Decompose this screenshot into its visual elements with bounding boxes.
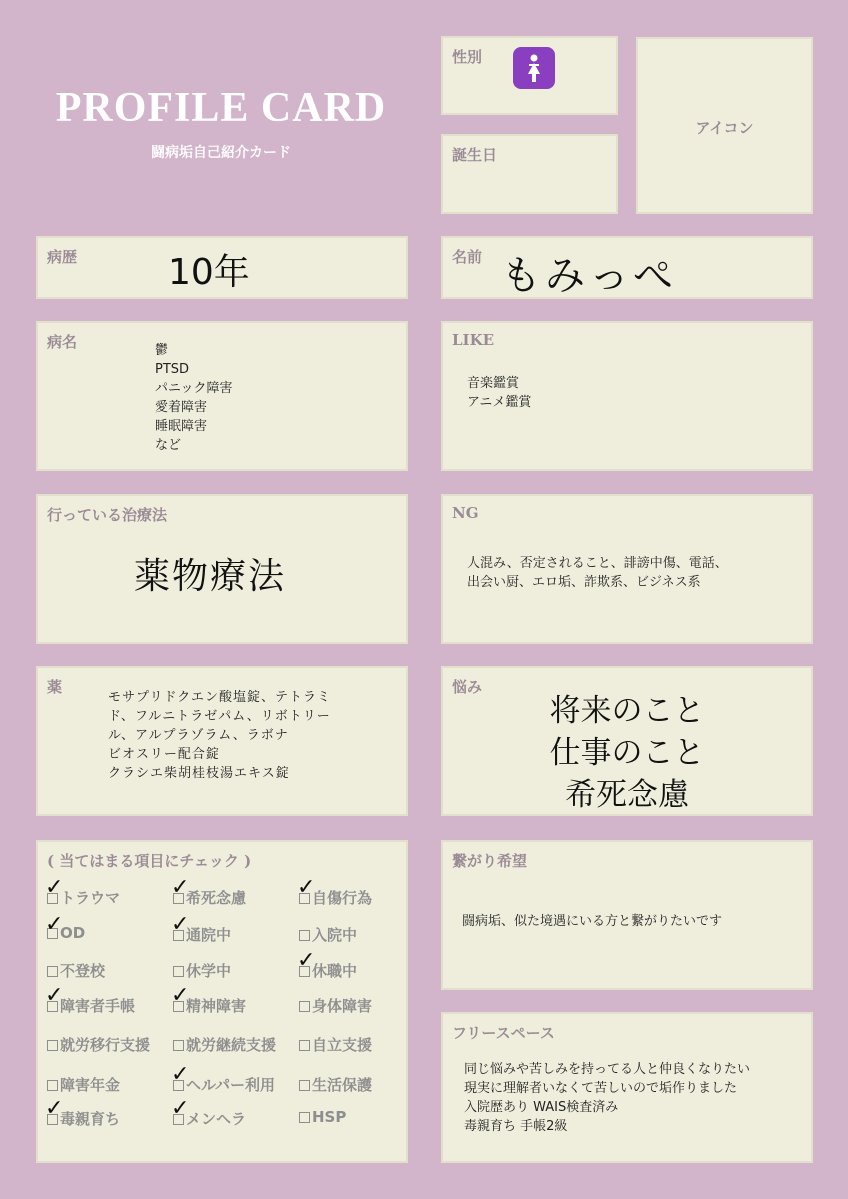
checklist-item[interactable] <box>47 1034 150 1055</box>
checkmark-icon: ✓ <box>297 875 316 900</box>
checklist-item-label: 自傷行為 <box>312 889 373 907</box>
checklist-item-label: トラウマ <box>60 889 121 907</box>
checkbox[interactable] <box>47 1080 58 1091</box>
list-item: パニック障害 <box>155 381 233 396</box>
checkmark-icon: ✓ <box>297 948 316 973</box>
checklist-item[interactable] <box>171 875 247 908</box>
checklist-item[interactable] <box>171 1062 275 1095</box>
checklist-item[interactable] <box>171 912 232 945</box>
list-item: 音楽鑑賞 <box>467 376 520 391</box>
checklist-item-label: 休学中 <box>186 962 232 980</box>
checkmark-icon: ✓ <box>171 1096 190 1121</box>
checkbox[interactable] <box>173 1001 184 1012</box>
checkbox[interactable] <box>299 930 310 941</box>
checklist-item-label: 障害年金 <box>60 1076 121 1094</box>
checklist-item-label: HSP <box>312 1108 347 1126</box>
checklist-item[interactable] <box>45 875 121 908</box>
treatment-value: 薬物療法 <box>134 556 287 597</box>
list-item: 毒親育ち 手帳2級 <box>464 1119 568 1134</box>
checklist-item[interactable] <box>45 1096 121 1129</box>
free-space-text <box>464 1060 750 1136</box>
checklist-item-label: 就労継続支援 <box>186 1036 277 1054</box>
list-item: ビオスリー配合錠 <box>108 747 220 762</box>
checkmark-icon: ✓ <box>45 875 64 900</box>
checkbox[interactable] <box>173 930 184 941</box>
checkbox[interactable] <box>47 928 58 939</box>
checkbox[interactable] <box>299 966 310 977</box>
female-symbol-icon <box>513 47 555 89</box>
checklist-item[interactable] <box>45 912 86 942</box>
medicine-label: 薬 <box>47 678 63 696</box>
connection-value: 闘病垢、似た境遇にいる方と繋がりたいです <box>462 914 723 929</box>
list-item: クラシエ柴胡桂枝湯エキス錠 <box>108 766 290 781</box>
checkbox[interactable] <box>47 1114 58 1125</box>
avatar-label: アイコン <box>695 119 754 137</box>
worries-card <box>441 666 813 816</box>
worries-label: 悩み <box>452 678 483 696</box>
medicine-card <box>36 666 408 816</box>
free-space-card <box>441 1012 813 1163</box>
ng-card <box>441 494 813 644</box>
checklist-label: ( 当てはまる項目にチェック ) <box>47 852 252 870</box>
checklist-item[interactable] <box>173 960 231 981</box>
checkmark-icon: ✓ <box>171 912 190 937</box>
worries-text <box>443 690 811 816</box>
checklist-item[interactable] <box>171 1096 247 1129</box>
checkbox[interactable] <box>173 893 184 904</box>
checkmark-icon: ✓ <box>45 912 64 937</box>
list-item: 現実に理解者いなくて苦しいので垢作りました <box>464 1081 738 1096</box>
list-item: 仕事のこと <box>549 735 705 771</box>
list-item: 希死念慮 <box>565 777 689 813</box>
checklist-item-label: 生活保護 <box>312 1076 373 1094</box>
checkmark-icon: ✓ <box>171 1062 190 1087</box>
like-card <box>441 321 813 471</box>
checklist-item-label: 自立支援 <box>312 1036 373 1054</box>
checkbox[interactable] <box>299 1040 310 1051</box>
ng-text <box>467 554 728 592</box>
checkbox[interactable] <box>299 1001 310 1012</box>
checkbox[interactable] <box>47 966 58 977</box>
name-value: もみっぺ <box>501 253 677 299</box>
checklist-card <box>36 840 408 1163</box>
list-item: 入院歴あり WAIS検査済み <box>464 1100 619 1115</box>
gender-label: 性別 <box>452 48 483 66</box>
connection-card <box>441 840 813 990</box>
checklist-item[interactable] <box>297 875 373 908</box>
gender-card <box>441 36 618 115</box>
list-item: 鬱 <box>155 343 169 358</box>
list-item: 将来のこと <box>549 693 705 729</box>
checklist-item[interactable] <box>297 948 358 981</box>
checklist-item[interactable] <box>299 924 357 945</box>
checklist-item-label: 身体障害 <box>312 997 373 1015</box>
checklist-item-label: 障害者手帳 <box>60 997 136 1015</box>
checkbox[interactable] <box>173 1080 184 1091</box>
checklist-item-label: 精神障害 <box>186 997 247 1015</box>
medicine-text <box>108 688 331 783</box>
list-item: 愛着障害 <box>155 400 208 415</box>
list-item: 同じ悩みや苦しみを持ってる人と仲良くなりたい <box>464 1062 751 1077</box>
checkbox[interactable] <box>299 1112 310 1123</box>
checklist-item-label: 毒親育ち <box>60 1110 121 1128</box>
checklist-item[interactable] <box>299 995 372 1016</box>
checkmark-icon: ✓ <box>171 983 190 1008</box>
checklist-item-label: 不登校 <box>60 962 106 980</box>
checklist-item[interactable] <box>173 1034 276 1055</box>
diagnosis-label: 病名 <box>47 333 78 351</box>
history-card <box>36 236 408 299</box>
list-item: 人混み、否定されること、誹謗中傷、電話、 <box>467 556 728 571</box>
page-subtitle: 闘病垢自己紹介カード <box>151 145 291 161</box>
checkbox[interactable] <box>173 966 184 977</box>
name-card <box>441 236 813 299</box>
list-item: モサプリドクエン酸塩錠、テトラミ <box>108 690 331 705</box>
checklist-item[interactable] <box>45 983 136 1016</box>
checklist-item-label: 通院中 <box>186 926 232 944</box>
ng-label: NG <box>452 504 479 522</box>
list-item: ル、アルプラゾラム、ラボナ <box>108 728 289 743</box>
birthday-card <box>441 134 618 214</box>
page-title: PROFILE CARD <box>55 85 387 131</box>
checkbox[interactable] <box>299 893 310 904</box>
checkbox[interactable] <box>47 893 58 904</box>
connection-label: 繋がり希望 <box>452 852 528 870</box>
like-list <box>467 374 531 412</box>
checklist-item-label: 希死念慮 <box>186 889 247 907</box>
checkmark-icon: ✓ <box>45 983 64 1008</box>
list-item: PTSD <box>155 362 190 377</box>
avatar-card <box>636 37 813 214</box>
checklist-item-label: メンヘラ <box>186 1110 247 1128</box>
list-item: ド、フルニトラゼパム、リボトリー <box>108 709 331 724</box>
checklist-item-label: 休職中 <box>312 962 358 980</box>
diagnosis-list <box>155 341 232 455</box>
checklist-item-label: 就労移行支援 <box>60 1036 151 1054</box>
history-value: 10年 <box>168 252 250 293</box>
name-label: 名前 <box>452 248 483 266</box>
treatment-label: 行っている治療法 <box>47 506 168 524</box>
checkmark-icon: ✓ <box>45 1096 64 1121</box>
like-label: LIKE <box>452 331 495 349</box>
checkbox[interactable] <box>173 1040 184 1051</box>
checklist-item[interactable] <box>47 960 105 981</box>
checklist-item-label: ヘルパー利用 <box>186 1076 275 1094</box>
checkbox[interactable] <box>47 1040 58 1051</box>
checkmark-icon: ✓ <box>171 875 190 900</box>
diagnosis-card <box>36 321 408 471</box>
list-item: 睡眠障害 <box>155 419 208 434</box>
birthday-label: 誕生日 <box>452 146 498 164</box>
checklist-item-label: OD <box>60 924 86 942</box>
checklist-item[interactable] <box>171 983 247 1016</box>
checklist-item[interactable] <box>299 1074 372 1095</box>
checkbox[interactable] <box>47 1001 58 1012</box>
treatment-card <box>36 494 408 644</box>
checklist-item[interactable] <box>47 1074 120 1095</box>
checklist-item[interactable] <box>299 1034 372 1055</box>
checkbox[interactable] <box>173 1114 184 1125</box>
list-item: アニメ鑑賞 <box>467 395 532 410</box>
free-space-label: フリースペース <box>452 1024 555 1042</box>
list-item: など <box>155 438 182 453</box>
history-label: 病歴 <box>47 248 78 266</box>
checkbox[interactable] <box>299 1080 310 1091</box>
list-item: 出会い厨、エロ垢、詐欺系、ビジネス系 <box>467 575 701 590</box>
checklist-item-label: 入院中 <box>312 926 358 944</box>
checklist-item[interactable] <box>299 1108 346 1126</box>
